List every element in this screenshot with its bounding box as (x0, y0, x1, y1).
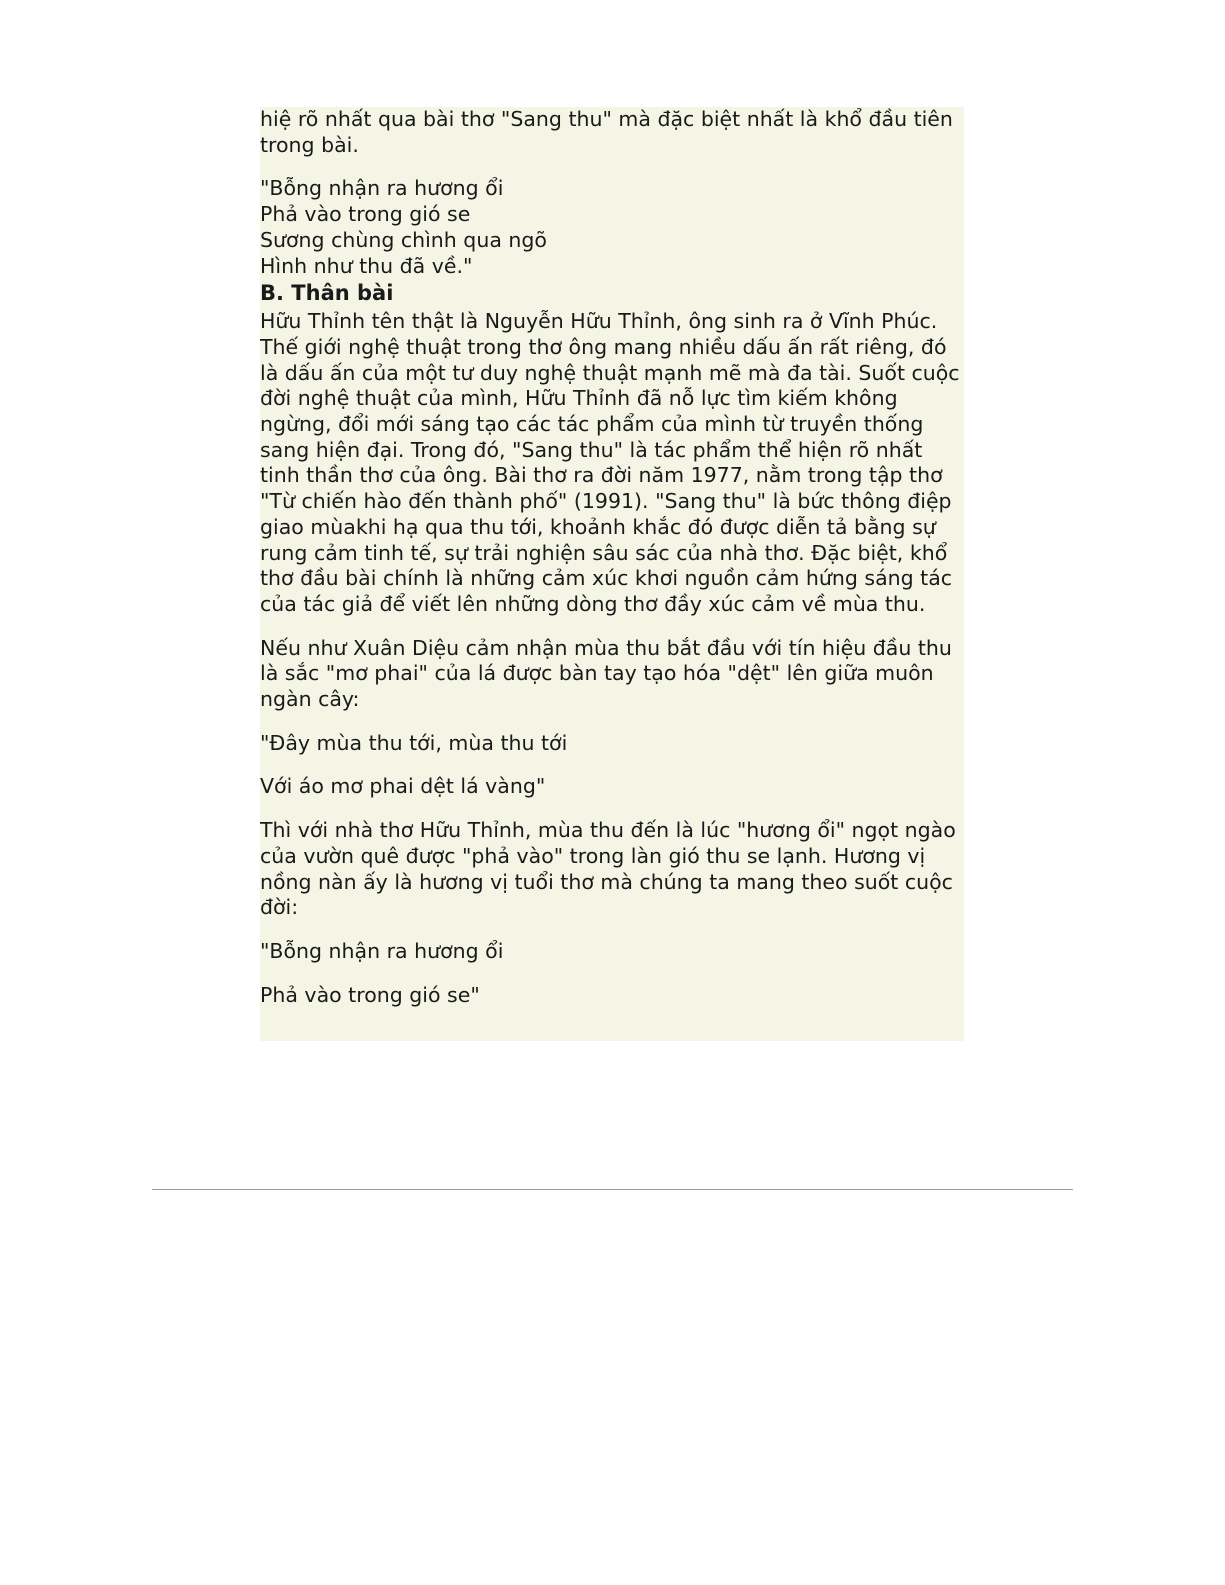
poem-line: Phả vào trong gió se (260, 202, 471, 227)
quote-line: Với áo mơ phai dệt lá vàng" (260, 774, 546, 799)
quote-line: "Đây mùa thu tới, mùa thu tới (260, 730, 568, 755)
document-content (260, 107, 964, 1041)
poem-line: Sương chùng chình qua ngõ (260, 227, 547, 252)
poem-stanza (260, 176, 964, 279)
page-divider (152, 1189, 1073, 1190)
poem-line: Hình như thu đã về." (260, 253, 473, 278)
body-paragraph: Nếu như Xuân Diệu cảm nhận mùa thu bắt đầu với tín hiệu đầu thu là sắc "mơ phai" của lá được bàn tay tạo hóa "dệt" lên giữa muôn ngàn cây: (260, 635, 952, 712)
section-heading: B. Thân bài (260, 281, 394, 306)
quote-line: Phả vào trong gió se" (260, 982, 480, 1007)
intro-paragraph: hiệ rõ nhất qua bài thơ "Sang thu" mà đặc biệt nhất là khổ đầu tiên trong bài. (260, 107, 953, 157)
body-paragraph: Thì với nhà thơ Hữu Thỉnh, mùa thu đến là lúc "hương ổi" ngọt ngào của vườn quê được "phả vào" trong làn gió thu se lạnh. Hương vị nồng nàn ấy là hương vị tuổi thơ mà chúng ta mang theo suốt cuộc đời: (260, 818, 956, 920)
poem-line: "Bỗng nhận ra hương ổi (260, 176, 504, 201)
body-paragraph: Hữu Thỉnh tên thật là Nguyễn Hữu Thỉnh, ông sinh ra ở Vĩnh Phúc. Thế giới nghệ thuật trong thơ ông mang nhiều dấu ấn rất riêng, đó là dấu ấn của một tư duy nghệ thuật mạnh mẽ mà đa tài. Suốt cuộc đời nghệ thuật của mình, Hữu Thỉnh đã nỗ lực tìm kiếm không ngừng, đổi mới sáng tạo các tác phẩm của mình từ truyền thống sang hiện đại. Trong đó, "Sang thu" là tác phẩm thể hiện rõ nhất tinh thần thơ của ông. Bài thơ ra đời năm 1977, nằm trong tập thơ "Từ chiến hào đến thành phố" (1991). "Sang thu" là bức thông điệp giao mùakhi hạ qua thu tới, khoảnh khắc đó được diễn tả bằng sự rung cảm tinh tế, sự trải nghiện sâu sác của nhà thơ. Đặc biệt, khổ thơ đầu bài chính là những cảm xúc khơi nguồn cảm hứng sáng tác của tác giả để viết lên những dòng thơ đầy xúc cảm về mùa thu. (260, 309, 960, 616)
quote-line: "Bỗng nhận ra hương ổi (260, 938, 504, 963)
